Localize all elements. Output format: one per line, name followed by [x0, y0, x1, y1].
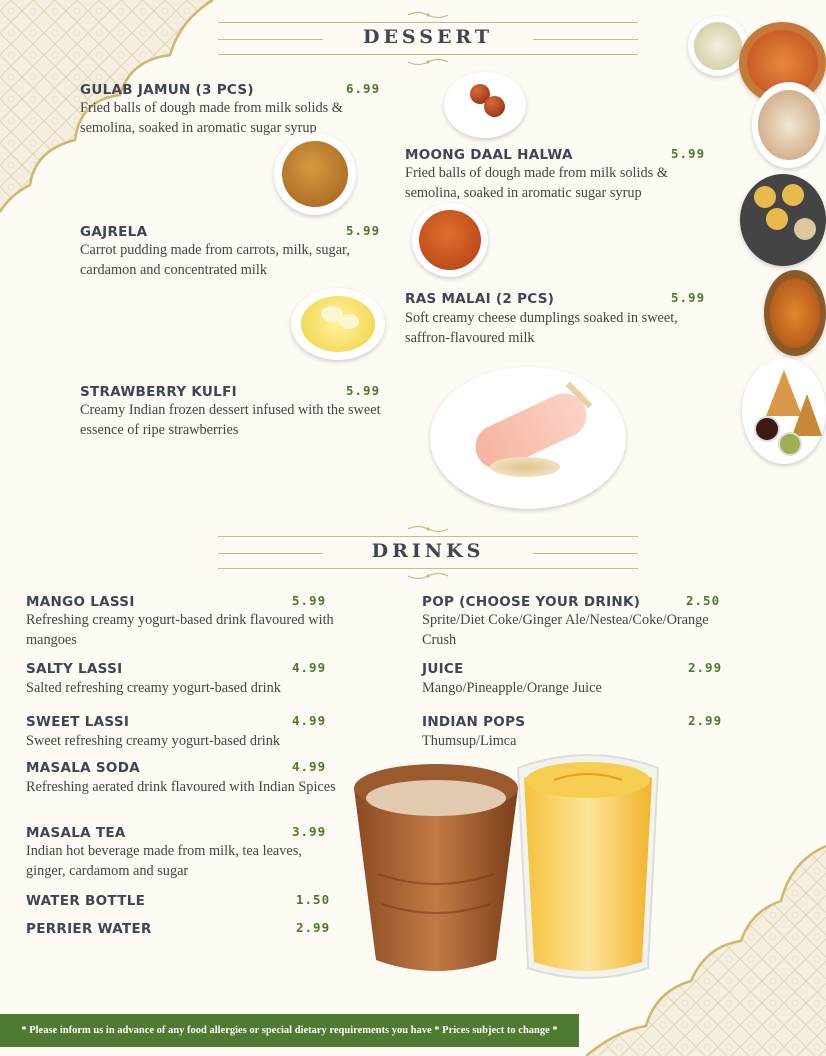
- gulab-jamun-image: [444, 72, 526, 138]
- ornament-icon: [408, 57, 448, 67]
- item-name: SALTY LASSI: [26, 661, 123, 677]
- item-name: POP (CHOOSE YOUR DRINK): [422, 594, 641, 610]
- item-description: Fried balls of dough made from milk solids & semolina, soaked in aromatic sugar syrup: [405, 165, 668, 201]
- item-price: 6.99: [346, 81, 381, 96]
- item-name: GULAB JAMUN (3 PCS): [80, 82, 254, 98]
- item-name: MASALA SODA: [26, 760, 140, 776]
- item-description: Refreshing aerated drink flavoured with Indian Spices: [26, 779, 336, 795]
- item-price: 5.99: [346, 383, 381, 398]
- ornament-icon: [408, 10, 448, 20]
- mango-lassi-glass-image: [514, 748, 662, 984]
- item-price: 2.99: [296, 920, 331, 935]
- item-description: Salted refreshing creamy yogurt-based drink: [26, 680, 281, 696]
- item-name: MASALA TEA: [26, 825, 126, 841]
- item-price: 4.99: [292, 759, 327, 774]
- item-description: Sprite/Diet Coke/Ginger Ale/Nestea/Coke/Orange Crush: [422, 612, 709, 648]
- dessert-title: DESSERT: [362, 26, 494, 48]
- item-name: STRAWBERRY KULFI: [80, 384, 237, 400]
- item-description: Sweet refreshing creamy yogurt-based drink: [26, 733, 281, 749]
- drinks-header: [218, 522, 638, 582]
- pani-puri-image: [740, 174, 826, 266]
- item-price: 5.99: [346, 223, 381, 238]
- item-description: Mango/Pineapple/Orange Juice: [422, 680, 602, 696]
- item-price: 2.50: [686, 593, 721, 608]
- masala-tea-kulhad-image: [348, 754, 524, 978]
- strawberry-kulfi-image: [430, 367, 626, 509]
- item-price: 1.50: [296, 892, 331, 907]
- allergy-disclaimer-banner: * Please inform us in advance of any food allergies or special dietary requirements you have * Prices subject to change *: [0, 1014, 579, 1047]
- item-price: 2.99: [688, 660, 723, 675]
- item-name: JUICE: [422, 661, 464, 677]
- ornament-icon: [408, 571, 448, 581]
- ornament-icon: [408, 524, 448, 534]
- item-name: MANGO LASSI: [26, 594, 135, 610]
- chaat-plate-image: [752, 82, 826, 168]
- ras-malai-image: [291, 288, 385, 360]
- item-price: 5.99: [671, 146, 706, 161]
- item-price: 2.99: [688, 713, 723, 728]
- item-price: 4.99: [292, 713, 327, 728]
- item-description: Soft creamy cheese dumplings soaked in sweet, saffron-flavoured milk: [405, 310, 678, 346]
- item-name: PERRIER WATER: [26, 921, 152, 937]
- item-name: SWEET LASSI: [26, 714, 130, 730]
- drinks-title: DRINKS: [371, 540, 485, 562]
- item-price: 5.99: [292, 593, 327, 608]
- item-name: MOONG DAAL HALWA: [405, 147, 573, 163]
- item-description: Thumsup/Limca: [422, 733, 517, 749]
- item-name: INDIAN POPS: [422, 714, 526, 730]
- item-price: 5.99: [671, 290, 706, 305]
- biryani-image: [764, 270, 826, 356]
- gajrela-image: [412, 203, 488, 277]
- item-name: GAJRELA: [80, 224, 148, 240]
- item-description: Creamy Indian frozen dessert infused with the sweet essence of ripe strawberries: [80, 402, 381, 438]
- item-name: WATER BOTTLE: [26, 893, 146, 909]
- dessert-header: [218, 8, 638, 68]
- item-description: Carrot pudding made from carrots, milk, sugar, cardamon and concentrated milk: [80, 242, 350, 278]
- item-description: Indian hot beverage made from milk, tea leaves, ginger, cardamom and sugar: [26, 843, 302, 879]
- item-description: Refreshing creamy yogurt-based drink flavoured with mangoes: [26, 612, 334, 648]
- item-description: Fried balls of dough made from milk solids & semolina, soaked in aromatic sugar syrup: [80, 100, 343, 136]
- samosa-plate-image: [742, 358, 826, 464]
- item-name: RAS MALAI (2 PCS): [405, 291, 555, 307]
- item-price: 4.99: [292, 660, 327, 675]
- moong-daal-halwa-image: [274, 133, 356, 215]
- item-price: 3.99: [292, 824, 327, 839]
